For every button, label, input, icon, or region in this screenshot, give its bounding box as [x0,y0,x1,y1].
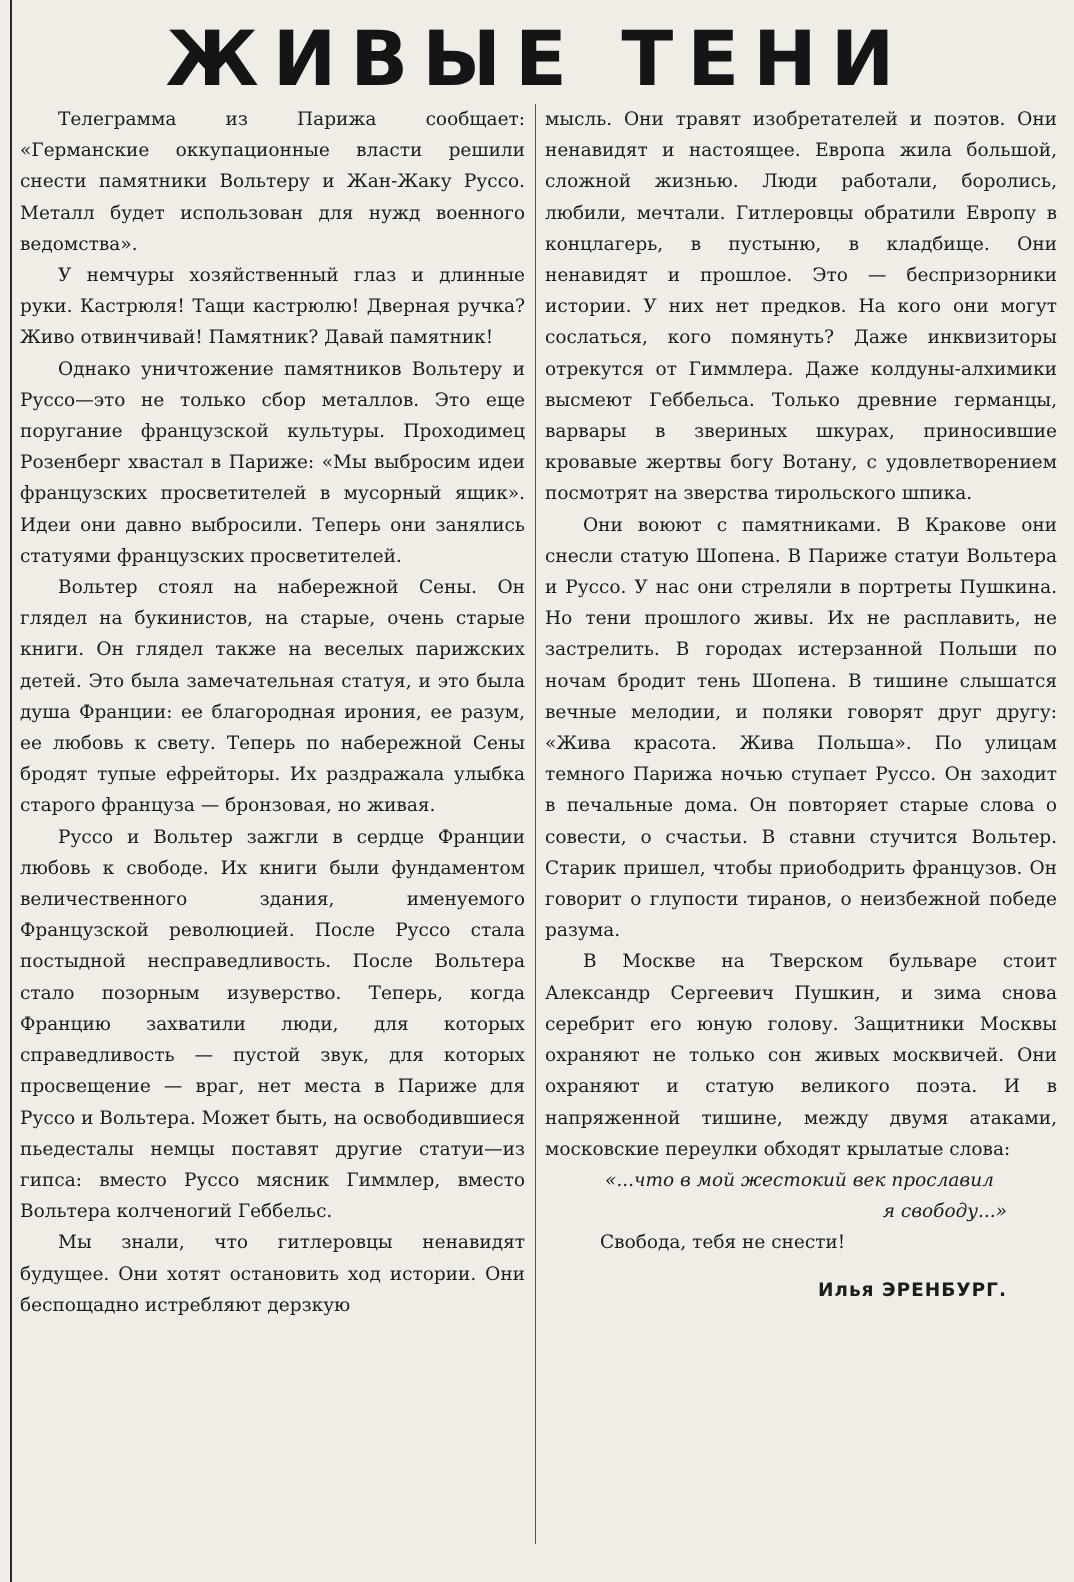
left-column [20,104,525,1321]
column-divider [535,104,536,1544]
paragraph: В Москве на Тверском бульваре стоит Александр Сергеевич Пушкин, и зима снова серебрит его юную голову. Защитники Москвы охраняют не только сон живых москвичей. Они охраняют и статую великого поэта. И в напряженной тишине, между двумя атаками, московские переулки обходят крылатые слова: [545,951,1057,1160]
author-signature: Илья ЭРЕНБУРГ. [817,1279,1007,1301]
pushkin-quote-line-2: я свободу...» [882,1201,1007,1223]
paragraph-continued: мысль. Они травят изобретателей и поэтов. Они ненавидят и настоящее. Европа жила большой, сложной жизнью. Люди работали, боролись, любили, мечтали. Гитлеровцы обратили Европу в концлагерь, в пустыню, в кладбище. Они ненавидят и прошлое. Это — беспризорники истории. У них нет предков. На кого они могут сослаться, кого помянуть? Даже инквизиторы отрекутся от Гиммлера. Даже колдуны-алхимики высмеют Геббельса. Только древние германцы, варвары в звериных шкурах, приносившие кровавые жертвы богу Вотану, с удовлетворением посмотрят на зверства тирольского шпика. [545,109,1057,505]
right-column [545,104,1057,1306]
paragraph: Вольтер стоял на набережной Сены. Он глядел на букинистов, на старые, очень старые книги. Он глядел также на веселых парижских детей. Это была замечательная статуя, и это была душа Франции: ее благородная ирония, ее разум, ее любовь к свету. Теперь по набережной Сены бродят тупые ефрейторы. Их раздражала улыбка старого француза — бронзовая, но живая. [20,577,525,817]
paragraph: У немчуры хозяйственный глаз и длинные руки. Кастрюля! Тащи кастрюлю! Дверная ручка? Живо отвинчивай! Памятник? Давай памятник! [20,265,525,349]
paragraph: Телеграмма из Парижа сообщает: «Германские оккупационные власти решили снести памятники Вольтеру и Жан-Жаку Руссо. Металл будет использован для нужд военного ведомства». [20,109,525,255]
paragraph: Однако уничтожение памятников Вольтеру и Руссо—это не только сбор металлов. Это еще поругание французской культуры. Проходимец Розенберг хвастал в Париже: «Мы выбросим идеи французских просветителей в мусорный ящик». Идеи они давно выбросили. Теперь они занялись статуями французских просветителей. [20,358,525,567]
paragraph: Руссо и Вольтер зажгли в сердце Франции любовь к свободе. Их книги были фундаментом величественного здания, именуемого Французской революцией. После Руссо стала постыдной несправедливость. После Вольтера стало позорным изуверство. Теперь, когда Францию захватили люди, для которых справедливость — пустой звук, для которых просвещение — враг, нет места в Париже для Руссо и Вольтера. Может быть, на освободившиеся пьедесталы немцы поставят другие статуи—из гипса: вместо Руссо мясник Гиммлер, вместо Вольтера колченогий Геббельс. [20,826,525,1223]
paragraph: Они воюют с памятниками. В Кракове они снесли статую Шопена. В Париже статуи Вольтера и Руссо. У нас они стреляли в портреты Пушкина. Но тени прошлого живы. Их не расплавить, не застрелить. В городах истерзанной Польши по ночам бродит тень Шопена. В тишине слышатся вечные мелодии, и поляки говорят друг другу: «Жива красота. Жива Польша». По улицам темного Парижа ночью ступает Руссо. Он заходит в печальные дома. Он повторяет старые слова о совести, о счастьи. В ставни стучится Вольтер. Старик пришел, чтобы приободрить французов. Он говорит о глупости тиранов, о неизбежной победе разума. [545,514,1057,942]
article-headline: ЖИВЫЕ ТЕНИ [165,14,909,103]
closing-exclamation: Свобода, тебя не снести! [600,1232,846,1254]
paragraph: Мы знали, что гитлеровцы ненавидят будущее. Они хотят остановить ход истории. Они беспощадно истребляют дерзкую [20,1232,525,1316]
pushkin-quote-line-1: «...что в мой жестокий век прославил [605,1169,994,1191]
page-edge-rule [10,0,12,1582]
